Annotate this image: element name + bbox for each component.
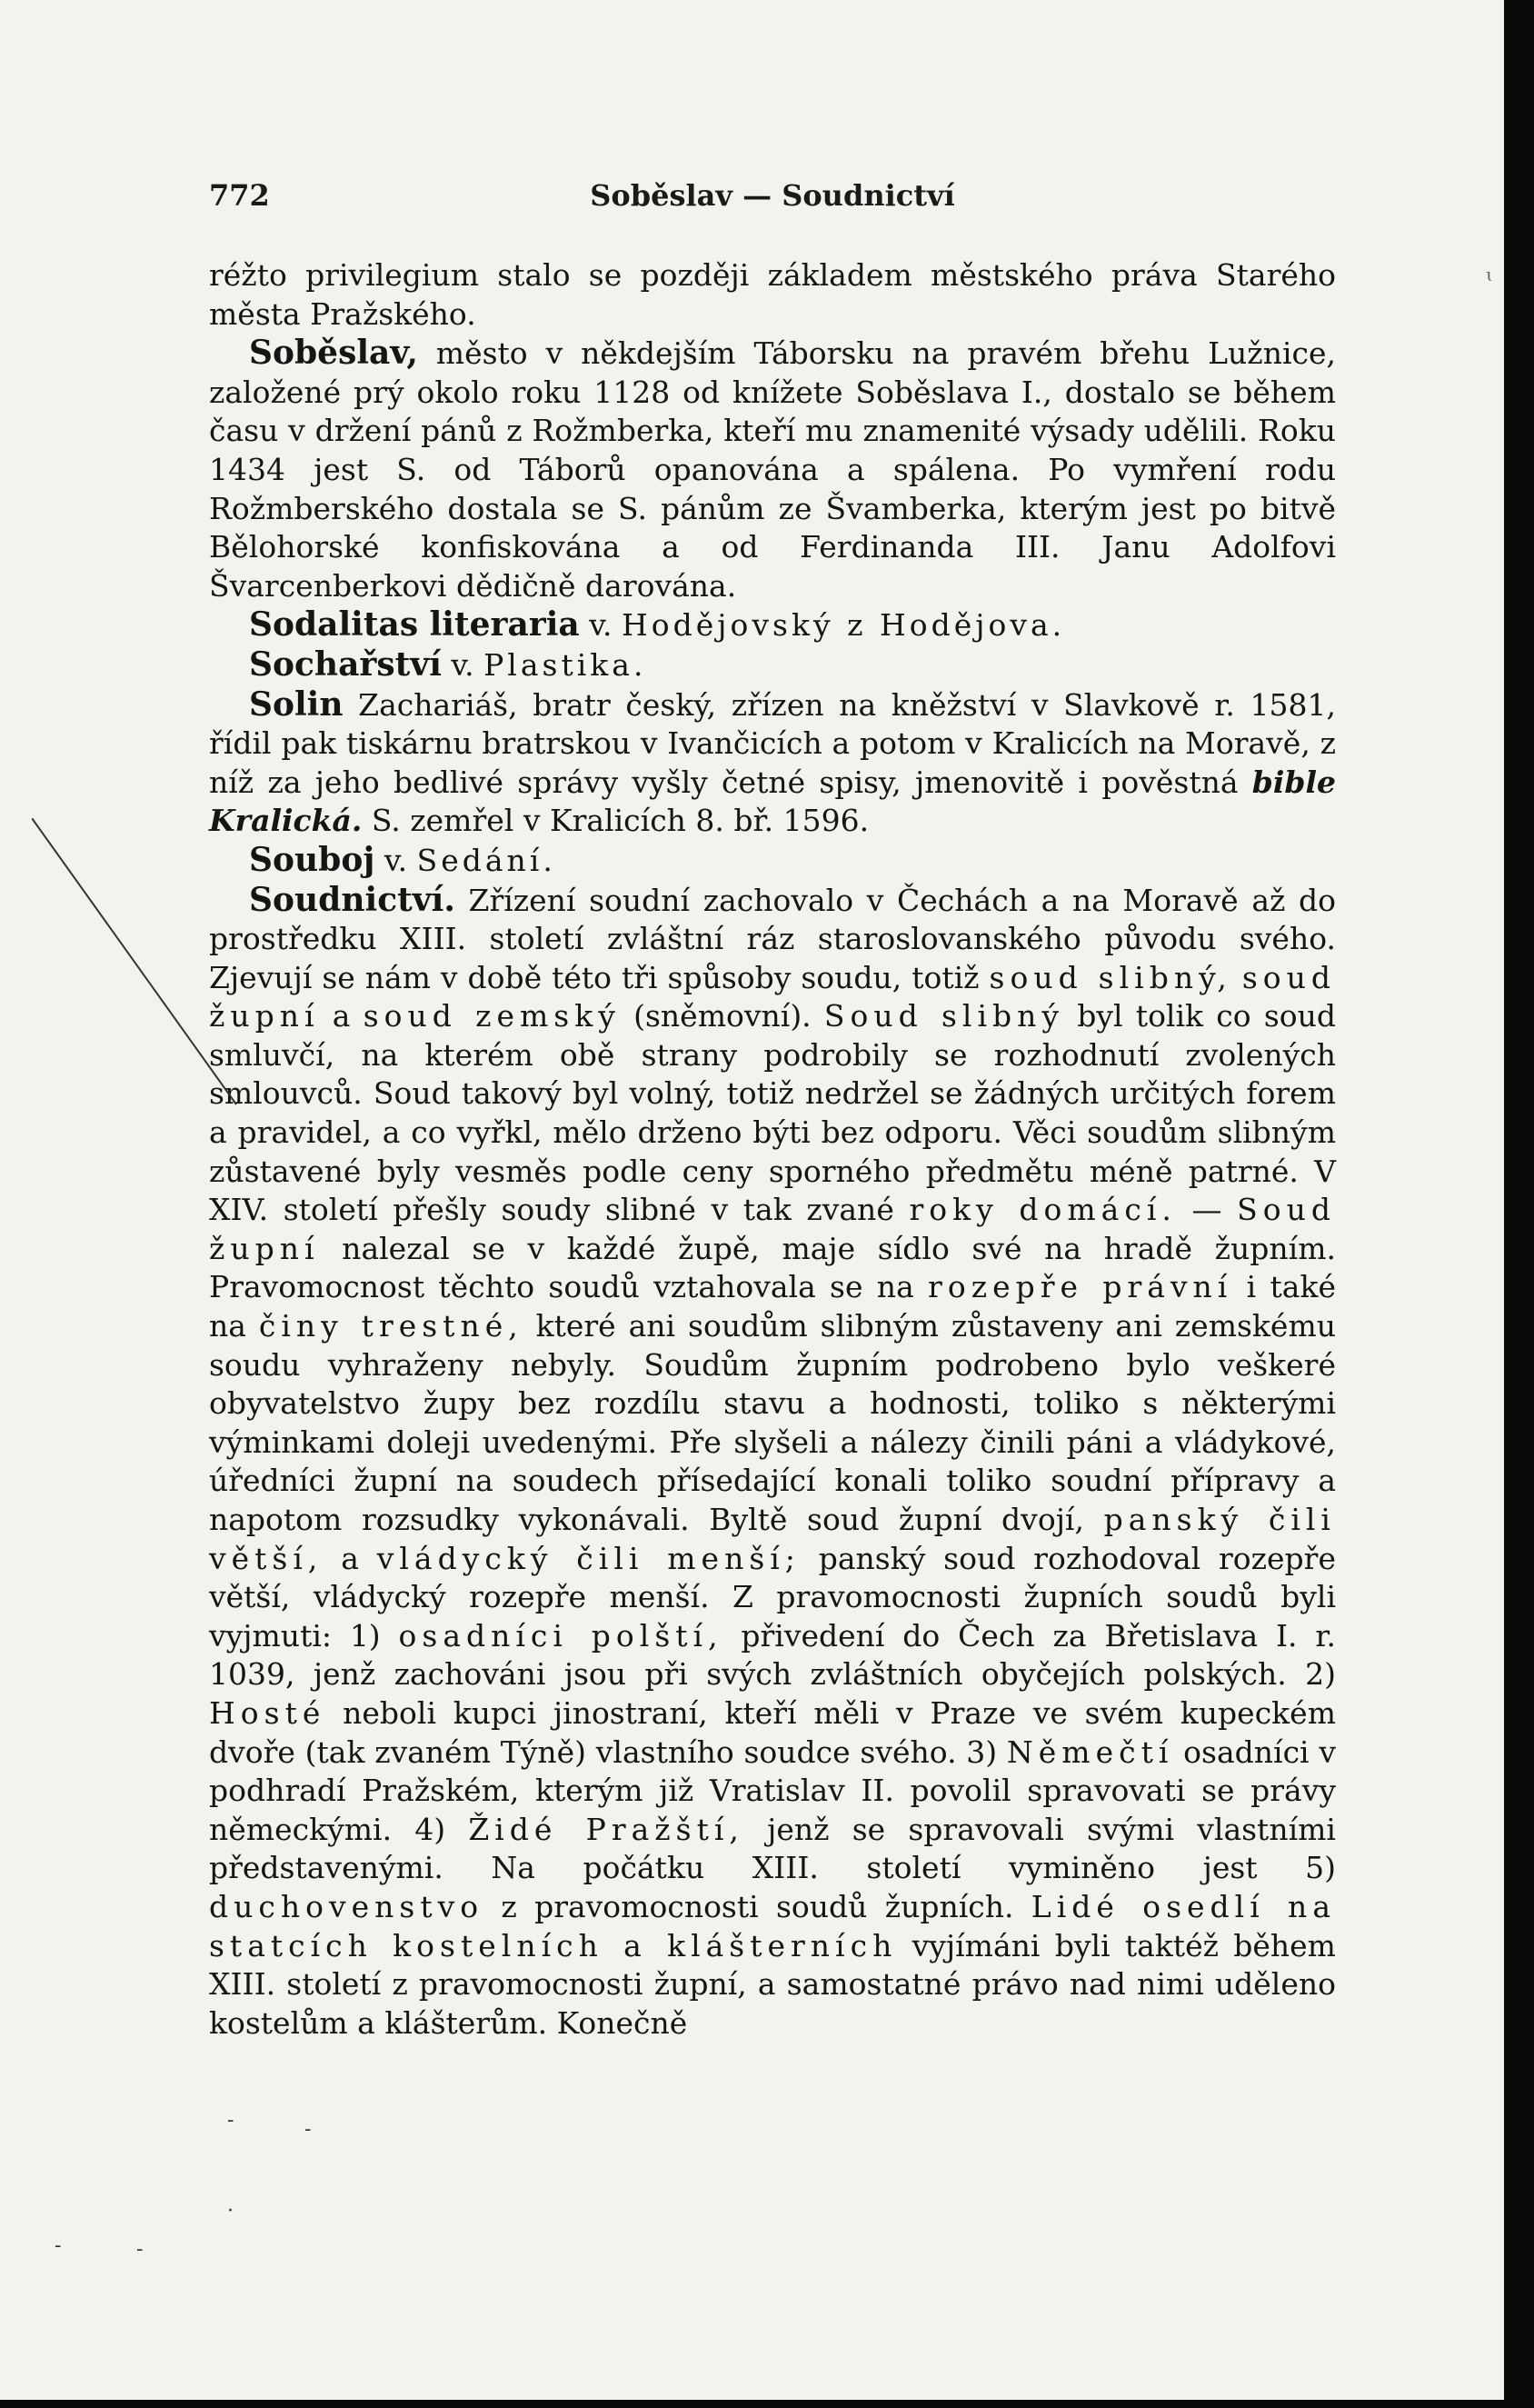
spaced-term: soud zemský	[363, 998, 621, 1034]
entry-text: v.	[579, 607, 622, 644]
entry-souboj	[209, 841, 1336, 881]
entry-text	[1232, 960, 1242, 995]
entry-text: i také na	[209, 1269, 1336, 1344]
spaced-term: Němečtí	[1006, 1734, 1174, 1770]
text-block	[209, 256, 1336, 2043]
entry-text: v.	[441, 646, 484, 683]
spaced-term: panský čili větší,	[209, 1502, 1336, 1576]
paragraph-continuation	[209, 256, 1336, 334]
running-head: Soběslav — Soudnictví	[590, 178, 955, 213]
entry-text: S. zemřel v Kralicích 8. bř. 1596.	[362, 803, 870, 839]
entry-term: Sodalitas literaria	[249, 605, 580, 644]
entry-term: Sochařství	[249, 644, 442, 684]
scan-border-bottom	[0, 2400, 1534, 2408]
entry-text: které ani soudům slibným zůstaveny ani zemskému soudu vyhraženy nebyly. Soudům župním podrobeno bylo veškeré obyvatelstvo župy bez rozdílu stavu a hodnosti, toliko s některými výminkami doleji uvedenými. Pře slyšeli a nálezy činili páni a vládykové, úředníci župní na soudech přísedající konali toliko soudní přípravy a napotom rozsudky vykonávali. Byltě soud župní dvojí,	[209, 1308, 1336, 1537]
entry-text: v.	[374, 842, 417, 878]
spaced-term: Soud slibný	[823, 998, 1065, 1034]
scan-speck: -	[136, 2238, 144, 2261]
spaced-term: roky domácí.	[909, 1192, 1177, 1228]
spaced-term: Hosté	[209, 1694, 326, 1731]
spaced-term: činy trestné,	[258, 1308, 523, 1344]
margin-mark: ɩ	[1486, 264, 1493, 285]
entry-text: —	[1176, 1192, 1238, 1228]
entry-term: Soběslav,	[249, 334, 418, 373]
spaced-term: Židé Pražští,	[468, 1811, 744, 1847]
spaced-term: duchovenstvo	[209, 1888, 484, 1924]
page-header	[209, 178, 1336, 218]
cross-reference: Plastika.	[483, 646, 647, 683]
scan-border-right	[1504, 0, 1534, 2408]
entry-socharstvi	[209, 645, 1336, 685]
scan-speck: ·	[227, 2200, 234, 2223]
entry-text: město v někdejším Táborsku na pravém břehu Lužnice, založené prý okolo roku 1128 od knížete Soběslava I., dostalo se během času v držení pánů z Rožmberka, kteří mu znamenité výsady udělili. Roku 1434 jest S. od Táborů opanována a spálena. Po vymření rodu Rožmberského dostala se S. pánům ze Švamberka, kterým jest po bitvě Bělohorské konfiskována a od Ferdinanda III. Janu Adolfovi Švarcenberkovi dědičně darována.	[209, 335, 1336, 604]
entry-text: přivedení do Čech za Břetislava I. r. 1039, jenž zachováni jsou při svých zvláštních obyčejích polských. 2)	[209, 1617, 1336, 1693]
entry-term: Solin	[249, 684, 344, 724]
paragraph-text: réžto privilegium stalo se později základem městského práva Starého města Pražského.	[209, 257, 1336, 332]
spaced-term: rozepře právní	[928, 1269, 1233, 1305]
entry-text: Zřízení soudní zachovalo v Čechách a na Moravě až do prostředku XIII. století zvláštní ráz staroslovanského původu svého. Zjevují se nám v době této tři spůsoby soudu, totiž	[209, 882, 1336, 995]
entry-text: Zachariáš, bratr český, zřízen na kněžství v Slavkově r. 1581, řídil pak tiskárnu bratrskou v Ivančicích a potom v Kralicích na Moravě, z níž za jeho bedlivé správy vyšly četné spisy, jmenovitě i pověstná	[209, 686, 1336, 800]
entry-text: osadníci v podhradí Pražském, kterým již Vratislav II. povolil spravovati se právy německými. 4)	[209, 1734, 1336, 1847]
entry-text: a	[323, 1540, 377, 1576]
entry-text: neboli kupci jinostraní, kteří měli v Praze ve svém kupeckém dvoře (tak zvaném Týně) vlastního soudce svého. 3)	[209, 1694, 1336, 1770]
scan-speck: -	[304, 2118, 312, 2141]
entry-sodalitas	[209, 605, 1336, 645]
spaced-term: Soud župní	[209, 1192, 1337, 1266]
entry-term: Souboj	[249, 840, 375, 879]
spaced-term: soud slibný,	[989, 959, 1232, 995]
entry-text: vyjímáni byli taktéž během XIII. století z pravomocnosti župní, a samostatné právo nad nimi uděleno kostelům a klášterům. Konečně	[209, 1927, 1336, 2041]
cross-reference: Sedání.	[416, 842, 556, 878]
entry-text: jenž se spravovali svými vlastními představenými. Na počátku XIII. století vyminěno jest 5)	[209, 1811, 1336, 1886]
entry-sobeslav	[209, 334, 1336, 605]
entry-text: a	[319, 998, 364, 1034]
entry-text: panský soud rozhodoval rozepře větší, vládycký rozepře menší. Z pravomocnosti župních soudů byli vyjmuti: 1)	[209, 1540, 1336, 1654]
spaced-term: Lidé osedlí na statcích kostelních a klášterních	[209, 1888, 1336, 1963]
entry-solin	[209, 685, 1336, 841]
entry-text: (sněmovní).	[620, 998, 824, 1034]
entry-text: z pravomocnosti soudů župních.	[483, 1888, 1031, 1924]
page-number: 772	[209, 178, 270, 213]
pencil-stroke	[32, 818, 241, 1109]
spaced-term: osadníci polští,	[398, 1617, 723, 1654]
cross-reference: Hodějovský z Hodějova.	[621, 607, 1066, 644]
entry-text: byl tolik co soud smluvčí, na kterém obě strany podrobily se rozhodnutí zvolených smlouvců. Soud takový byl volný, totiž nedržel se žádných určitých forem a pravidel, a co vyřkl, mělo drženo býti bez odporu. Věci soudům slibným zůstavené byly vesměs podle ceny sporného předmětu méně patrné. V XIV. století přešly soudy slibné v tak zvané	[209, 998, 1337, 1228]
entry-soudnictvi	[209, 881, 1336, 2043]
entry-text: nalezal se v každé župě, maje sídlo své na hradě župním. Pravomocnost těchto soudů vztahovala se na	[209, 1230, 1336, 1305]
spaced-term: soud župní	[209, 959, 1336, 1034]
scan-speck: -	[55, 2234, 62, 2257]
spaced-term: vládycký čili menší;	[376, 1540, 801, 1576]
entry-term: Soudnictví.	[249, 880, 455, 919]
italic-title: bible Kralická.	[209, 764, 1336, 839]
scan-speck: -	[227, 2109, 234, 2132]
